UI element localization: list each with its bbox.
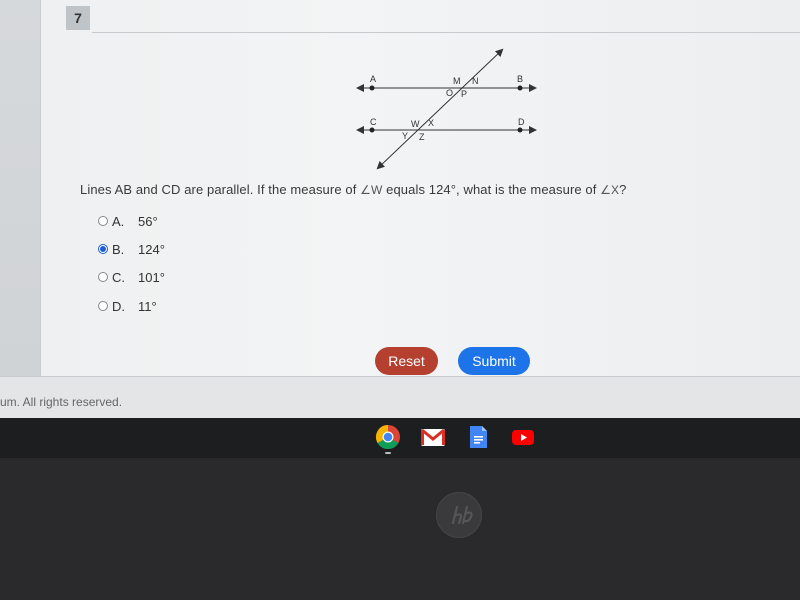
- question-text: Lines AB and CD are parallel. If the measure of ∠W equals 124°, what is the measure of ∠X?: [80, 182, 627, 197]
- chrome-icon[interactable]: [375, 424, 401, 450]
- radio-button[interactable]: [98, 301, 108, 311]
- label-d: D: [518, 117, 525, 127]
- label-x: X: [428, 118, 435, 128]
- label-n: N: [472, 76, 479, 86]
- copyright-text: um. All rights reserved.: [0, 395, 123, 409]
- label-m: M: [453, 76, 461, 86]
- radio-button-selected[interactable]: [98, 244, 108, 254]
- choice-b[interactable]: B. 124°: [98, 240, 165, 258]
- label-a: A: [370, 74, 377, 84]
- hp-logo-icon: [437, 493, 481, 537]
- point-b: [518, 86, 523, 91]
- point-c: [370, 128, 375, 133]
- submit-button[interactable]: Submit: [458, 347, 530, 375]
- reset-button[interactable]: Reset: [375, 347, 438, 375]
- point-a: [370, 86, 375, 91]
- laptop-bezel: [0, 458, 800, 600]
- gmail-icon[interactable]: [420, 424, 446, 450]
- google-docs-icon[interactable]: [465, 424, 491, 450]
- youtube-icon[interactable]: [510, 424, 536, 450]
- hp-logo: [436, 492, 482, 538]
- label-o: O: [446, 88, 454, 98]
- transversal-line: [378, 50, 502, 168]
- label-c: C: [370, 117, 377, 127]
- radio-button[interactable]: [98, 216, 108, 226]
- label-y: Y: [402, 131, 409, 141]
- question-number: 7: [66, 6, 90, 30]
- label-w: W: [411, 119, 420, 129]
- angle-w: ∠W: [360, 183, 383, 197]
- active-app-indicator: [385, 452, 391, 454]
- label-p: P: [461, 89, 468, 99]
- label-b: B: [517, 74, 524, 84]
- label-z: Z: [419, 132, 425, 142]
- radio-button[interactable]: [98, 272, 108, 282]
- choice-d[interactable]: D. 11°: [98, 297, 157, 315]
- point-d: [518, 128, 523, 133]
- choice-a[interactable]: A. 56°: [98, 212, 158, 230]
- footer: [0, 376, 800, 419]
- choice-c[interactable]: C. 101°: [98, 268, 165, 286]
- parallel-lines-figure: [340, 40, 550, 175]
- angle-x: ∠X: [600, 183, 620, 197]
- divider: [92, 32, 800, 33]
